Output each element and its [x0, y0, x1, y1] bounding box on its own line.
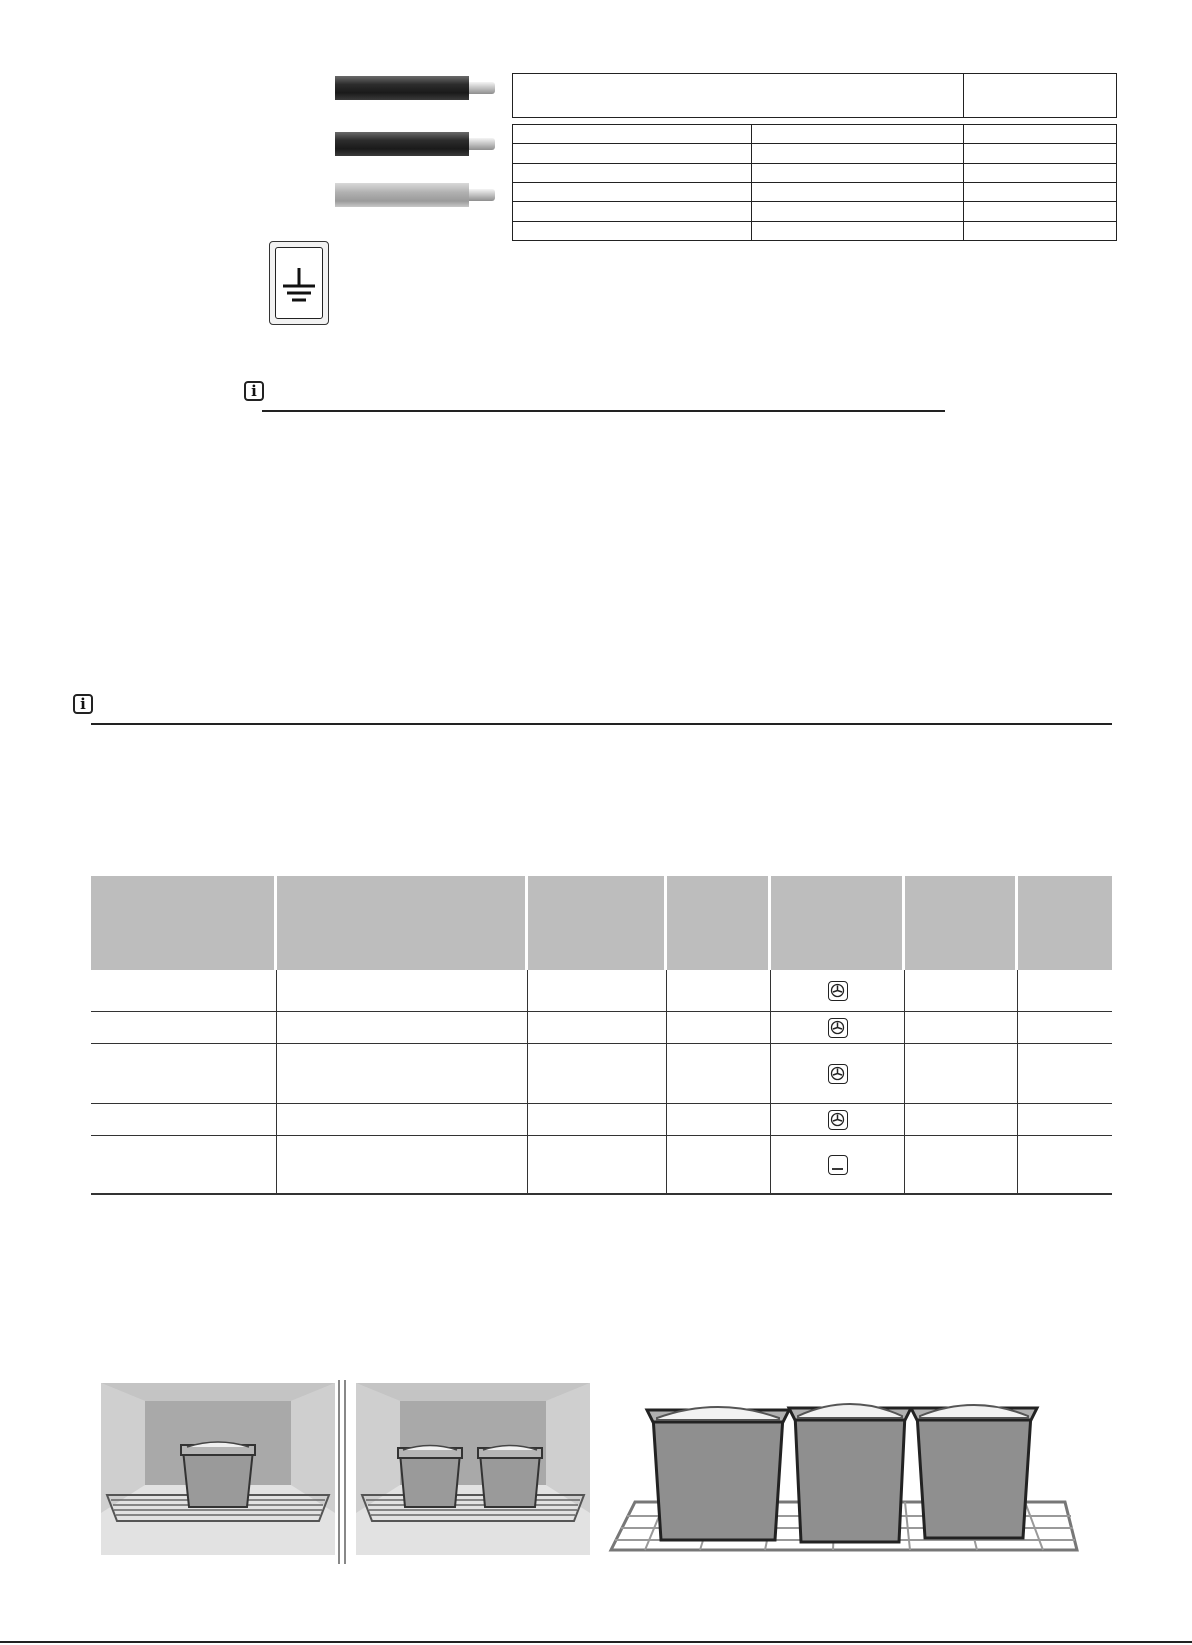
info-icon: i [73, 694, 93, 714]
baking-table-header [91, 876, 1112, 970]
page-bottom-rule [0, 1641, 1192, 1643]
table-row [91, 1136, 1112, 1195]
one-loaf-tin-on-shelf [101, 1383, 335, 1555]
table-row [91, 1044, 1112, 1104]
note-divider [91, 723, 1112, 725]
two-loaf-tins-on-shelf [356, 1383, 590, 1555]
table-row [91, 970, 1112, 1012]
earth-ground-icon [269, 241, 329, 325]
note-divider [262, 410, 945, 412]
fan-heating-icon [828, 1110, 848, 1130]
table-row [91, 1012, 1112, 1044]
fan-heating-icon [828, 981, 848, 1001]
three-loaf-tins-on-shelf [605, 1392, 1083, 1560]
table-row [91, 1104, 1112, 1136]
info-icon: i [244, 381, 264, 401]
cable-table [512, 124, 1117, 241]
illustration-divider [338, 1380, 340, 1564]
baking-table [91, 876, 1112, 1195]
conventional-heating-icon [828, 1155, 848, 1175]
fan-heating-icon [828, 1064, 848, 1084]
cable-table-header [512, 73, 1117, 118]
fan-heating-icon [828, 1018, 848, 1038]
illustration-divider [344, 1380, 346, 1564]
